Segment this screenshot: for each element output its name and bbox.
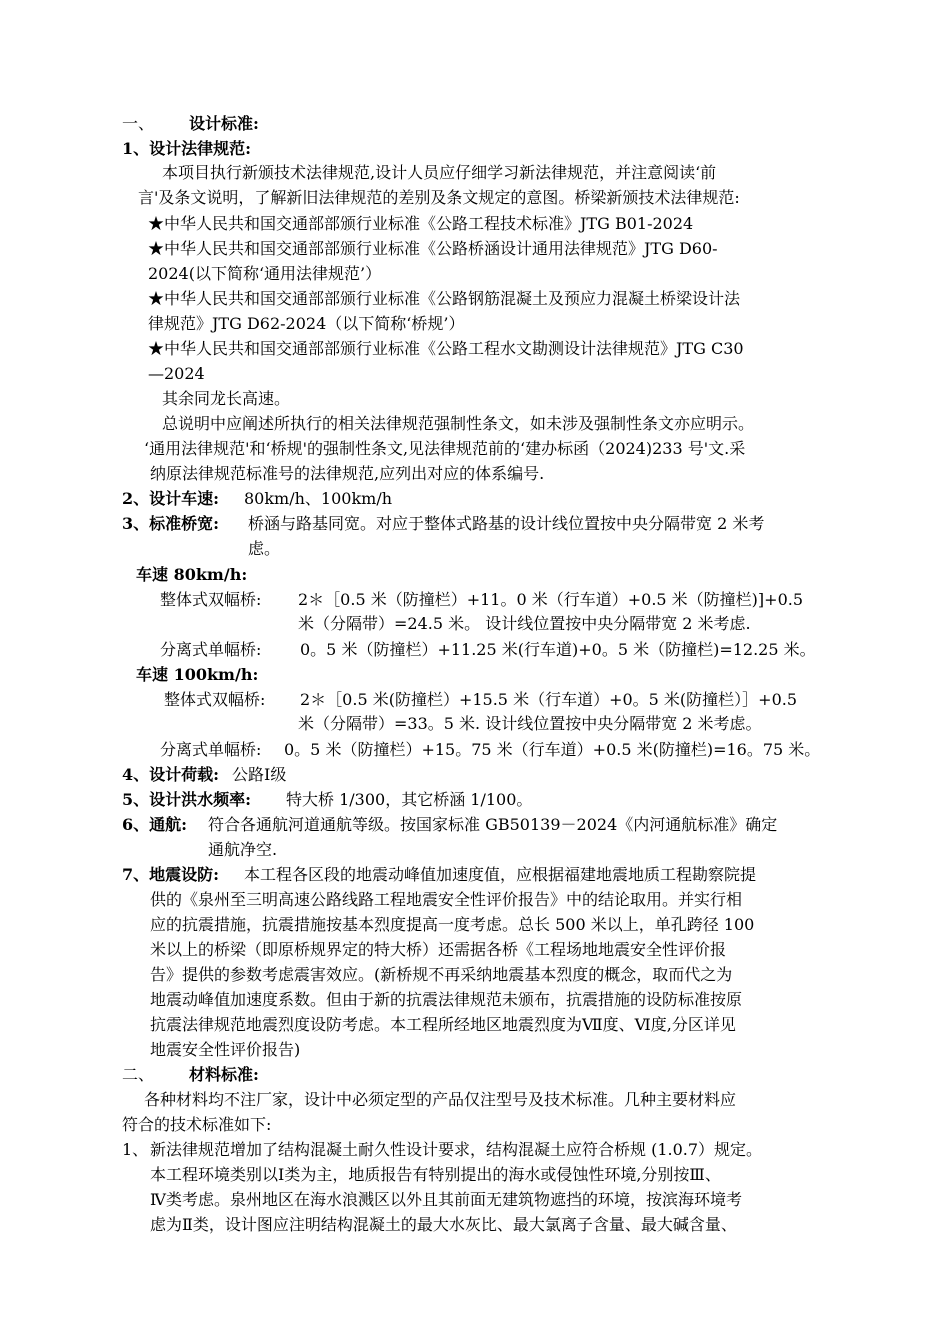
- bridge-width-formula: 0。5 米（防撞栏）+15。75 米（行车道）+0.5 米(防撞栏)=16。75 米。: [284, 740, 821, 759]
- navigation-text: 通航净空.: [208, 840, 278, 859]
- bridge-width-text: 虑。: [248, 539, 281, 558]
- speed-100-heading: 车速 100km/h:: [136, 665, 259, 684]
- bridge-width-formula: 米（分隔带）=33。5 米. 设计线位置按中央分隔带宽 2 米考虑。: [298, 714, 762, 733]
- standard-item-cont: 2024(以下简称‘通用法律规范’）: [148, 264, 382, 283]
- subheading-flood-frequency: 5、设计洪水频率:: [122, 790, 252, 809]
- standard-item: ★中华人民共和国交通部部颁行业标准《公路钢筋混凝土及预应力混凝土桥梁设计法: [148, 289, 741, 308]
- bridge-width-formula: 2＊［0.5 米(防撞栏）+15.5 米（行车道）+0。5 米(防撞栏）］+0.5: [300, 690, 798, 709]
- seismic-text: 抗震法律规范地震烈度设防考虑。本工程所经地区地震烈度为Ⅶ度、Ⅵ度,分区详见: [150, 1015, 736, 1034]
- section-number: 二、: [122, 1065, 155, 1084]
- seismic-text: 本工程各区段的地震动峰值加速度值，应根据福建地震地质工程勘察院提: [244, 865, 757, 884]
- section-number: 一、: [122, 114, 155, 133]
- subheading-design-load: 4、设计荷载:: [122, 765, 220, 784]
- standard-item: ★中华人民共和国交通部部颁行业标准《公路工程技术标准》JTG B01-2024: [148, 214, 694, 233]
- list-item-text: Ⅳ类考虑。泉州地区在海水浪溅区以外且其前面无建筑物遮挡的环境，按滨海环境考: [150, 1190, 742, 1209]
- bridge-width-formula: 米（分隔带）=24.5 米。 设计线位置按中央分隔带宽 2 米考虑.: [298, 614, 751, 633]
- standard-item-cont: —2024: [148, 364, 205, 383]
- seismic-text: 地震动峰值加速度系数。但由于新的抗震法律规范未颁布，抗震措施的设防标准按原: [150, 990, 743, 1009]
- list-item-text: 虑为Ⅱ类，设计图应注明结构混凝土的最大水灰比、最大氯离子含量、最大碱含量、: [150, 1215, 737, 1234]
- paragraph-line: 言'及条文说明，了解新旧法律规范的差别及条文规定的意图。桥梁新颁技术法律规范:: [138, 188, 740, 207]
- bridge-width-text: 桥涵与路基同宽。对应于整体式路基的设计线位置按中央分隔带宽 2 米考: [248, 514, 765, 533]
- list-item-text: 新法律规范增加了结构混凝土耐久性设计要求，结构混凝土应符合桥规 (1.0.7）规定。: [150, 1140, 763, 1159]
- paragraph-line: ‘通用法律规范'和‘桥规'的强制性条文,见法律规范前的‘建办标函（2024)233 号'文.采: [144, 439, 746, 458]
- standard-item: ★中华人民共和国交通部部颁行业标准《公路工程水文勘测设计法律规范》JTG C30: [148, 339, 744, 358]
- paragraph-line: 其余同龙长高速。: [162, 389, 291, 408]
- bridge-width-formula: 0。5 米（防撞栏）+11.25 米(行车道)+0。5 米（防撞栏)=12.25 米。: [300, 640, 816, 659]
- bridge-type-label: 分离式单幅桥:: [160, 640, 262, 659]
- list-item-number: 1、: [122, 1140, 149, 1159]
- bridge-width-formula: 2＊［0.5 米（防撞栏）+11。0 米（行车道）+0.5 米（防撞栏)]+0.5: [298, 590, 804, 609]
- paragraph-line: 总说明中应阐述所执行的相关法律规范强制性条文，如未涉及强制性条文亦应明示。: [162, 414, 755, 433]
- paragraph-line: 纳原法律规范标准号的法律规范,应列出对应的体系编号.: [150, 464, 545, 483]
- design-speed-value: 80km/h、100km/h: [244, 489, 393, 508]
- subheading-bridge-width: 3、标准桥宽:: [122, 514, 220, 533]
- list-item-text: 本工程环境类别以Ⅰ类为主，地质报告有特别提出的海水或侵蚀性环境,分别按Ⅲ、: [150, 1165, 721, 1184]
- flood-frequency-value: 特大桥 1/300，其它桥涵 1/100。: [286, 790, 533, 809]
- bridge-type-label: 整体式双幅桥:: [160, 590, 262, 609]
- subheading-seismic: 7、地震设防:: [122, 865, 220, 884]
- bridge-type-label: 整体式双幅桥:: [164, 690, 266, 709]
- seismic-text: 地震安全性评价报告): [150, 1040, 301, 1059]
- seismic-text: 告》提供的参数考虑震害效应。(新桥规不再采纳地震基本烈度的概念，取而代之为: [150, 965, 733, 984]
- subheading-design-speed: 2、设计车速:: [122, 489, 220, 508]
- standard-item-cont: 律规范》JTG D62-2024（以下简称‘桥规’）: [148, 314, 465, 333]
- bridge-type-label: 分离式单幅桥:: [160, 740, 262, 759]
- seismic-text: 米以上的桥梁（即原桥规界定的特大桥）还需据各桥《工程场地地震安全性评价报: [150, 940, 727, 959]
- design-load-value: 公路Ⅰ级: [232, 765, 287, 784]
- section-title: 材料标准:: [189, 1065, 259, 1084]
- subheading-design-codes: 1、设计法律规范:: [122, 139, 252, 158]
- paragraph-line: 符合的技术标准如下:: [122, 1115, 272, 1134]
- speed-80-heading: 车速 80km/h:: [136, 565, 248, 584]
- standard-item: ★中华人民共和国交通部部颁行业标准《公路桥涵设计通用法律规范》JTG D60-: [148, 239, 718, 258]
- navigation-text: 符合各通航河道通航等级。按国家标准 GB50139－2024《内河通航标准》确定: [208, 815, 778, 834]
- section-title: 设计标准:: [189, 114, 259, 133]
- paragraph-line: 各种材料均不注厂家，设计中必须定型的产品仅注型号及技术标准。几种主要材料应: [144, 1090, 737, 1109]
- subheading-navigation: 6、通航:: [122, 815, 188, 834]
- paragraph-line: 本项目执行新颁技术法律规范,设计人员应仔细学习新法律规范，并注意阅读‘前: [162, 163, 717, 182]
- seismic-text: 供的《泉州至三明高速公路线路工程地震安全性评价报告》中的结论取用。并实行相: [150, 890, 743, 909]
- seismic-text: 应的抗震措施，抗震措施按基本烈度提高一度考虑。总长 500 米以上，单孔跨径 100: [150, 915, 755, 934]
